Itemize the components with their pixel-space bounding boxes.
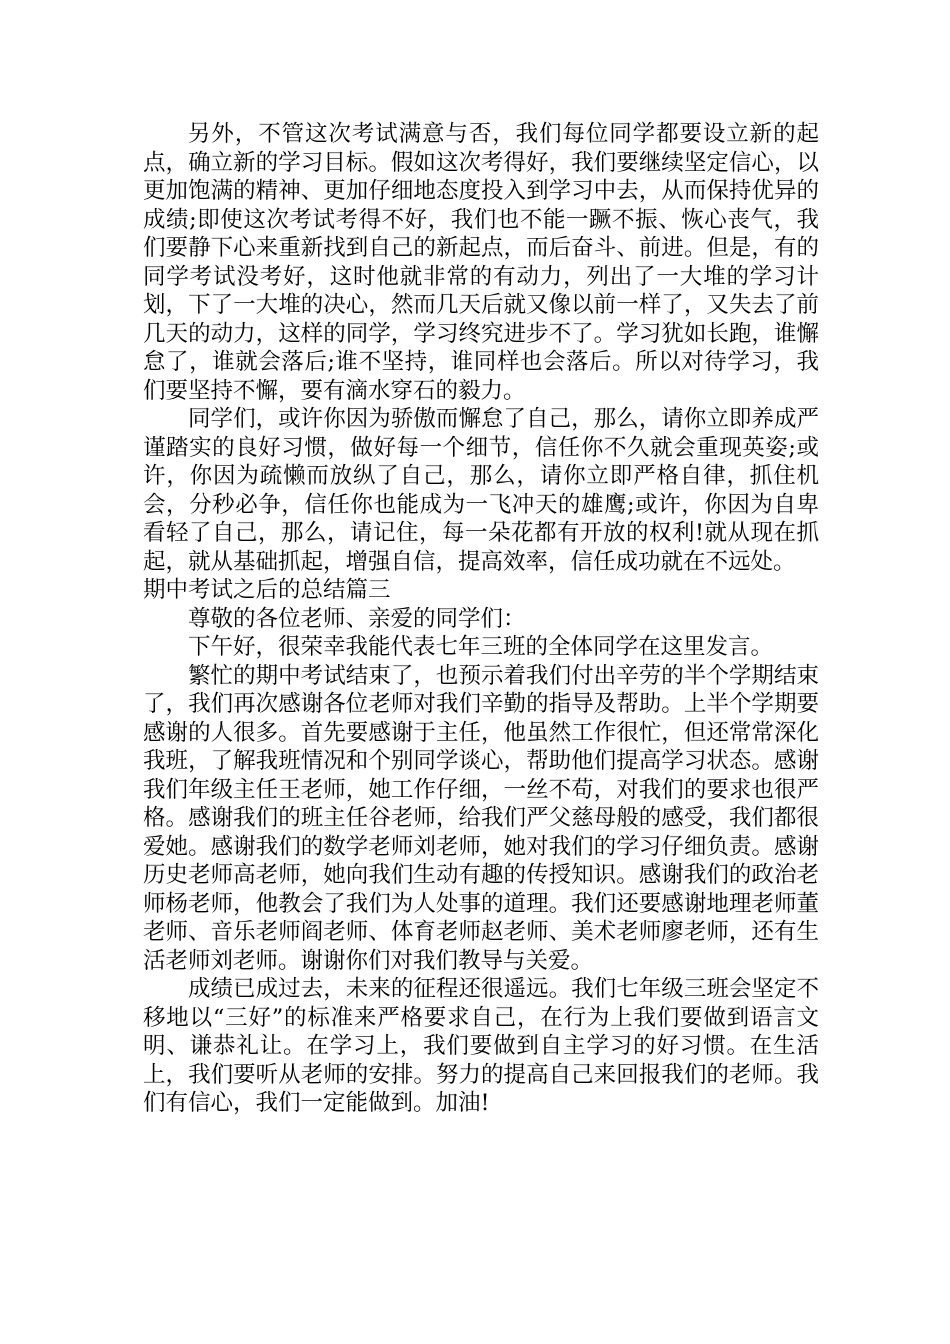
paragraph-encouragement: 同学们，或许你因为骄傲而懈怠了自己，那么，请你立即养成严谨踏实的良好习惯，做好每一个细节，信任你不久就会重现英姿;或许，你因为疏懒而放纵了自己，那么，请你立即严格自律，抓住机会，分秒必争，信任你也能成为一飞冲天的雄鹰;或许，你因为自卑看轻了自己，那么，请记住，每一朵花都有开放的权利!就从现在抓起，就从基础抓起，增强自信，提高效率，信任成功就在不远处。 bbox=[143, 406, 819, 575]
paragraph-greeting: 下午好，很荣幸我能代表七年三班的全体同学在这里发言。 bbox=[188, 634, 774, 660]
paragraph-salutation: 尊敬的各位老师、亲爱的同学们： bbox=[188, 605, 526, 632]
section-heading: 期中考试之后的总结篇三 bbox=[143, 577, 391, 603]
document-body bbox=[143, 120, 819, 1118]
paragraph-closing: 成绩已成过去，未来的征程还很遥远。我们七年级三班会坚定不移地以“三好”的标准来严格要求自己，在行为上我们要做到语言文明、谦恭礼让。在学习上，我们要做到自主学习的好习惯。在生活上，我们要听从老师的安排。努力的提高自己来回报我们的老师。我们有信心，我们一定能做到。加油! bbox=[143, 976, 819, 1116]
paragraph-thanks-teachers: 繁忙的期中考试结束了，也预示着我们付出辛劳的半个学期结束了，我们再次感谢各位老师对我们辛勤的指导及帮助。上半个学期要感谢的人很多。首先要感谢于主任，他虽然工作很忙，但还常常深化我班，了解我班情况和个别同学谈心，帮助他们提高学习状态。感谢我们年级主任王老师，她工作仔细，一丝不苟，对我们的要求也很严格。感谢我们的班主任谷老师，给我们严父慈母般的感受，我们都很爱她。感谢我们的数学老师刘老师，她对我们的学习仔细负责。感谢历史老师高老师，她向我们生动有趣的传授知识。感谢我们的政治老师杨老师，他教会了我们为人处事的道理。我们还要感谢地理老师董老师、音乐老师阎老师、体育老师赵老师、美术老师廖老师，还有生活老师刘老师。谢谢你们对我们教导与关爱。 bbox=[143, 662, 819, 974]
paragraph-study-goals: 另外，不管这次考试满意与否，我们每位同学都要设立新的起点，确立新的学习目标。假如这次考得好，我们要继续坚定信心，以更加饱满的精神、更加仔细地态度投入到学习中去，从而保持优异的成绩;即使这次考试考得不好，我们也不能一蹶不振、恢心丧气，我们要静下心来重新找到自己的新起点，而后奋斗、前进。但是，有的同学考试没考好，这时他就非常的有动力，列出了一大堆的学习计划，下了一大堆的决心，然而几天后就又像以前一样了，又失去了前几天的动力，这样的同学，学习终究进步不了。学习犹如长跑，谁懈怠了，谁就会落后;谁不坚持，谁同样也会落后。所以对待学习，我们要坚持不懈，要有滴水穿石的毅力。 bbox=[143, 121, 819, 404]
